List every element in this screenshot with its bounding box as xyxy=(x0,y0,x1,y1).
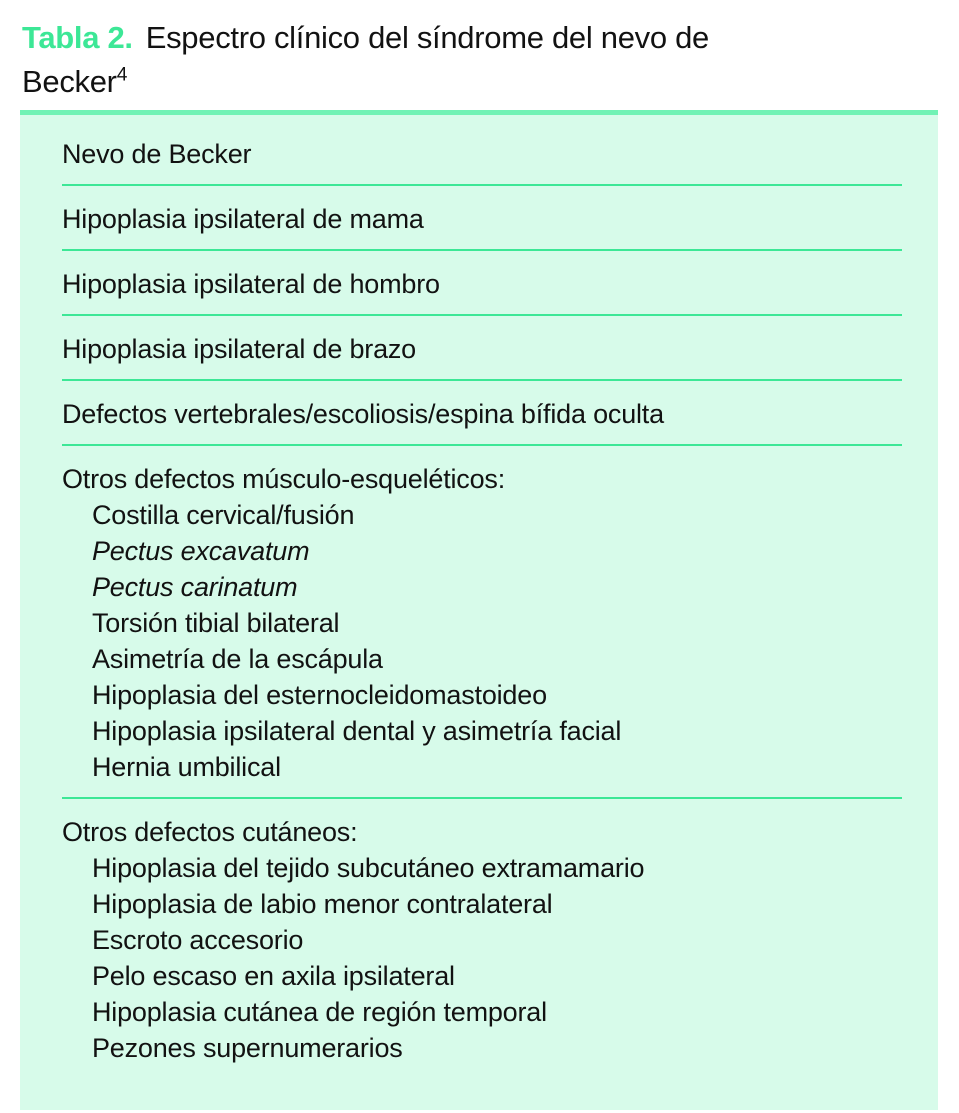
reference-superscript: 4 xyxy=(116,64,128,86)
row-label: Hipoplasia ipsilateral de brazo xyxy=(62,334,417,364)
sub-item: Costilla cervical/fusión xyxy=(92,500,355,530)
sub-item: Hipoplasia del esternocleidomastoideo xyxy=(92,680,547,710)
sub-item: Hernia umbilical xyxy=(92,752,281,782)
sub-item-list xyxy=(62,497,902,785)
sub-item: Hipoplasia de labio menor contralateral xyxy=(92,889,553,919)
table-title-text: Espectro clínico del síndrome del nevo de Becker xyxy=(22,20,709,99)
table-group-row xyxy=(62,446,902,797)
table-row xyxy=(62,381,902,444)
sub-item-list xyxy=(62,850,902,1066)
sub-item: Hipoplasia ipsilateral dental y asimetría facial xyxy=(92,716,622,746)
row-label: Hipoplasia ipsilateral de mama xyxy=(62,204,424,234)
sub-item: Pezones supernumerarios xyxy=(92,1033,403,1063)
table-panel xyxy=(20,110,938,1110)
table-row xyxy=(62,137,902,184)
table-group-row xyxy=(62,799,902,1078)
row-label: Nevo de Becker xyxy=(62,139,252,169)
sub-item: Torsión tibial bilateral xyxy=(92,608,340,638)
sub-item: Asimetría de la escápula xyxy=(92,644,383,674)
sub-item: Pectus carinatum xyxy=(92,572,298,602)
table-row xyxy=(62,316,902,379)
sub-item: Hipoplasia cutánea de región temporal xyxy=(92,997,547,1027)
sub-item: Pelo escaso en axila ipsilateral xyxy=(92,961,455,991)
table-rows xyxy=(62,137,902,1078)
sub-item: Pectus excavatum xyxy=(92,536,310,566)
sub-item: Escroto accesorio xyxy=(92,925,304,955)
row-label: Hipoplasia ipsilateral de hombro xyxy=(62,269,440,299)
table-caption xyxy=(0,0,812,104)
table-row xyxy=(62,251,902,314)
row-label: Defectos vertebrales/escoliosis/espina bífida oculta xyxy=(62,399,664,429)
sub-item: Hipoplasia del tejido subcutáneo extramamario xyxy=(92,853,645,883)
row-label: Otros defectos cutáneos: xyxy=(62,817,358,847)
table-row xyxy=(62,186,902,249)
table-number-label: Tabla 2. xyxy=(22,20,133,55)
row-label: Otros defectos músculo-esqueléticos: xyxy=(62,464,506,494)
